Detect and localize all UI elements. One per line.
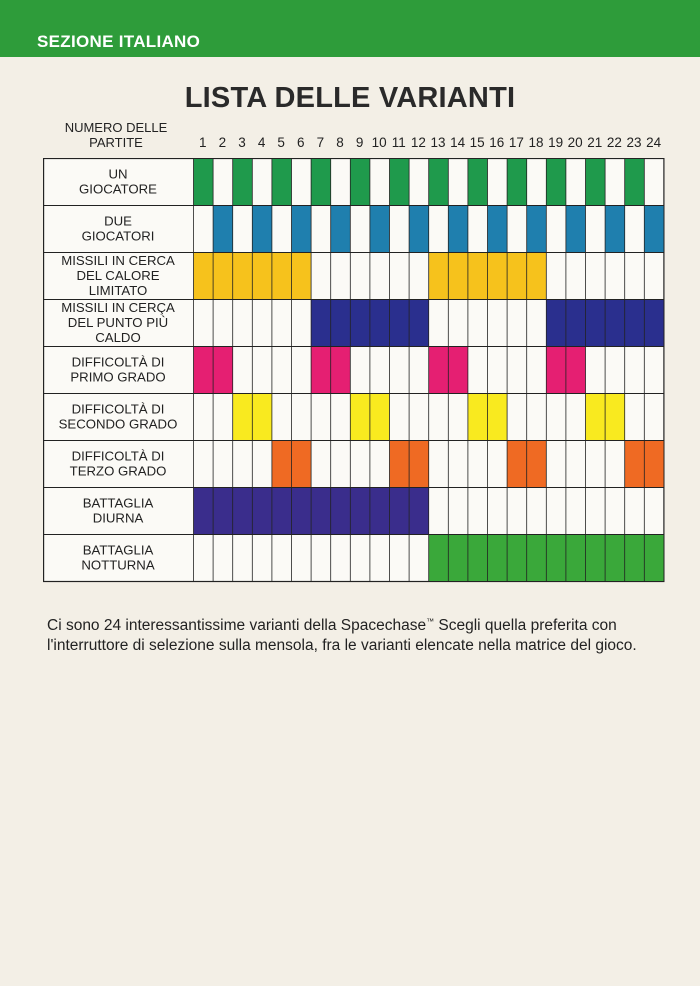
variant-cell [292,488,312,535]
variant-cell [546,159,566,206]
variant-cell [507,535,527,582]
variant-cell [468,394,488,441]
variant-cell [507,441,527,488]
game-number-label: 4 [257,135,266,150]
variant-cell [644,206,664,253]
variant-cell [350,159,370,206]
game-number-label: 6 [297,135,305,150]
row-label-line: GIOCATORI [81,228,155,244]
variant-cell [546,300,566,347]
row-label-line: TERZO GRADO [69,463,167,479]
variant-cell [311,488,331,535]
game-number-label: 12 [410,135,426,150]
variant-cell [488,206,508,253]
variants-matrix [43,158,669,596]
variant-cell [625,441,645,488]
game-number-label: 10 [371,135,387,150]
variant-cell [390,488,410,535]
variant-cell [350,394,370,441]
row-label-line: DEL CALORE [76,268,160,283]
page-title: LISTA DELLE VARIANTI [184,82,516,114]
game-number-label: 19 [548,135,564,150]
variant-cell [625,159,645,206]
variant-cell [213,347,233,394]
variant-cell [527,253,547,300]
variant-cell [252,394,272,441]
game-number-label: 2 [218,135,227,150]
section-label: SEZIONE ITALIANO [37,32,201,51]
game-number-label: 5 [277,135,285,150]
row-label [70,355,165,385]
game-number-label: 1 [199,135,207,150]
variant-cell [390,441,410,488]
variant-cell [370,300,390,347]
variant-cell [625,535,645,582]
variant-cell [409,488,429,535]
variant-cell [233,394,253,441]
row-label [70,449,167,479]
variant-cell [233,253,253,300]
row-label [83,496,154,526]
variant-cell [468,253,488,300]
row-label-line: MISSILI IN CERCA [61,253,175,268]
variant-cell [331,347,351,394]
variant-cell [409,441,429,488]
variant-cell [370,394,390,441]
variant-cell [213,253,233,300]
variant-cell [390,300,410,347]
variant-cell [233,488,253,535]
variant-cell [644,535,664,582]
variant-cell [468,535,488,582]
variant-cell [409,206,429,253]
variant-cell [566,347,586,394]
variant-cell [644,300,664,347]
variant-cell [605,300,625,347]
description-text [47,612,677,656]
variant-cell [507,159,527,206]
row-label-line: DIFFICOLTÀ DI [71,448,165,464]
trademark-symbol: ™ [426,617,435,626]
row-label-line: DUE [104,213,132,229]
variant-cell [194,488,214,535]
variant-cell [507,253,527,300]
variant-cell [429,347,449,394]
column-header-label-line: PARTITE [89,135,143,150]
variant-cell [546,347,566,394]
game-number-label: 17 [508,135,524,150]
variant-cell [292,253,312,300]
row-label-line: UN [108,166,128,182]
variant-cell [272,441,292,488]
variant-cell [311,300,331,347]
variant-cell [566,535,586,582]
variant-cell [448,253,468,300]
variant-cell [350,300,370,347]
variant-cell [213,488,233,535]
row-label-line: SECONDO GRADO [58,416,178,432]
row-label-line: DEL PUNTO PIÙ [67,315,169,330]
game-number-label: 3 [238,135,246,150]
variant-cell [546,535,566,582]
variant-cell [233,159,253,206]
variant-cell [292,441,312,488]
variant-cell [605,206,625,253]
variant-cell [331,206,351,253]
variant-cell [429,535,449,582]
section-header-bar [0,0,700,57]
game-number-label: 13 [430,135,446,150]
variant-cell [292,206,312,253]
row-label-line: BATTAGLIA [82,495,154,511]
variant-cell [272,488,292,535]
variant-cell [194,347,214,394]
variant-cell [448,535,468,582]
variant-cell [488,394,508,441]
variant-cell [350,488,370,535]
variant-cell [566,206,586,253]
variant-cell [586,394,606,441]
row-label-line: DIFFICOLTÀ DI [71,401,165,417]
variant-cell [644,441,664,488]
row-label [81,543,154,573]
row-label-line: LIMITATO [88,283,148,298]
variant-cell [527,535,547,582]
variant-cell [272,253,292,300]
variant-cell [213,206,233,253]
matrix-row [61,253,546,300]
row-label [59,402,178,432]
game-number-label: 9 [355,135,364,150]
variant-cell [370,206,390,253]
variant-cell [429,253,449,300]
game-number-label: 16 [489,135,505,150]
variant-cell [194,253,214,300]
variant-cell [527,441,547,488]
description-part1: Ci sono 24 interessantissime varianti della Spacechase [47,617,427,635]
row-label-line: BATTAGLIA [82,542,154,558]
variant-cell [488,535,508,582]
variant-cell [331,488,351,535]
variant-cell [390,159,410,206]
variant-cell [586,535,606,582]
variant-cell [252,253,272,300]
game-number-label: 23 [626,135,642,150]
variant-cell [429,159,449,206]
game-number-label: 15 [469,135,485,150]
variant-cell [409,300,429,347]
variant-cell [252,206,272,253]
variant-cell [331,300,351,347]
variant-cell [448,206,468,253]
variant-cell [311,159,331,206]
game-number-label: 14 [450,135,466,150]
variant-cell [468,159,488,206]
variant-cell [527,206,547,253]
description-part2: Scegli quella preferita con l'interruttore di selezione sulla mensola, fra le varianti elencate nella matrice del gioco. [47,617,637,655]
row-label-line: CALDO [95,330,141,345]
game-number-label: 24 [646,135,662,150]
variant-cell [586,300,606,347]
variant-cell [370,488,390,535]
game-number-label: 7 [316,135,325,150]
row-label-line: MISSILI IN CERÇA [61,300,175,315]
variant-cell [488,253,508,300]
row-label-line: NOTTURNA [81,557,155,573]
row-label-line: DIFFICOLTÀ DI [71,354,165,370]
row-label-line: PRIMO GRADO [70,369,166,385]
variant-cell [311,347,331,394]
variant-cell [448,347,468,394]
game-number-label: 8 [336,135,344,150]
variant-cell [605,394,625,441]
variant-cell [252,488,272,535]
game-number-label: 11 [391,135,406,150]
column-header-label [60,120,172,150]
row-label-line: GIOCATORE [79,181,157,197]
row-label-line: DIURNA [92,510,144,526]
variant-cell [194,159,214,206]
variant-cell [625,300,645,347]
variant-cell [586,159,606,206]
column-header-label-line: NUMERO DELLE [64,120,168,135]
variant-cell [566,300,586,347]
game-number-label: 22 [606,135,622,150]
variant-cell [605,535,625,582]
game-number-label: 21 [587,135,603,150]
variant-cell [272,159,292,206]
game-number-label: 20 [567,135,583,150]
game-number-label: 18 [528,135,544,150]
